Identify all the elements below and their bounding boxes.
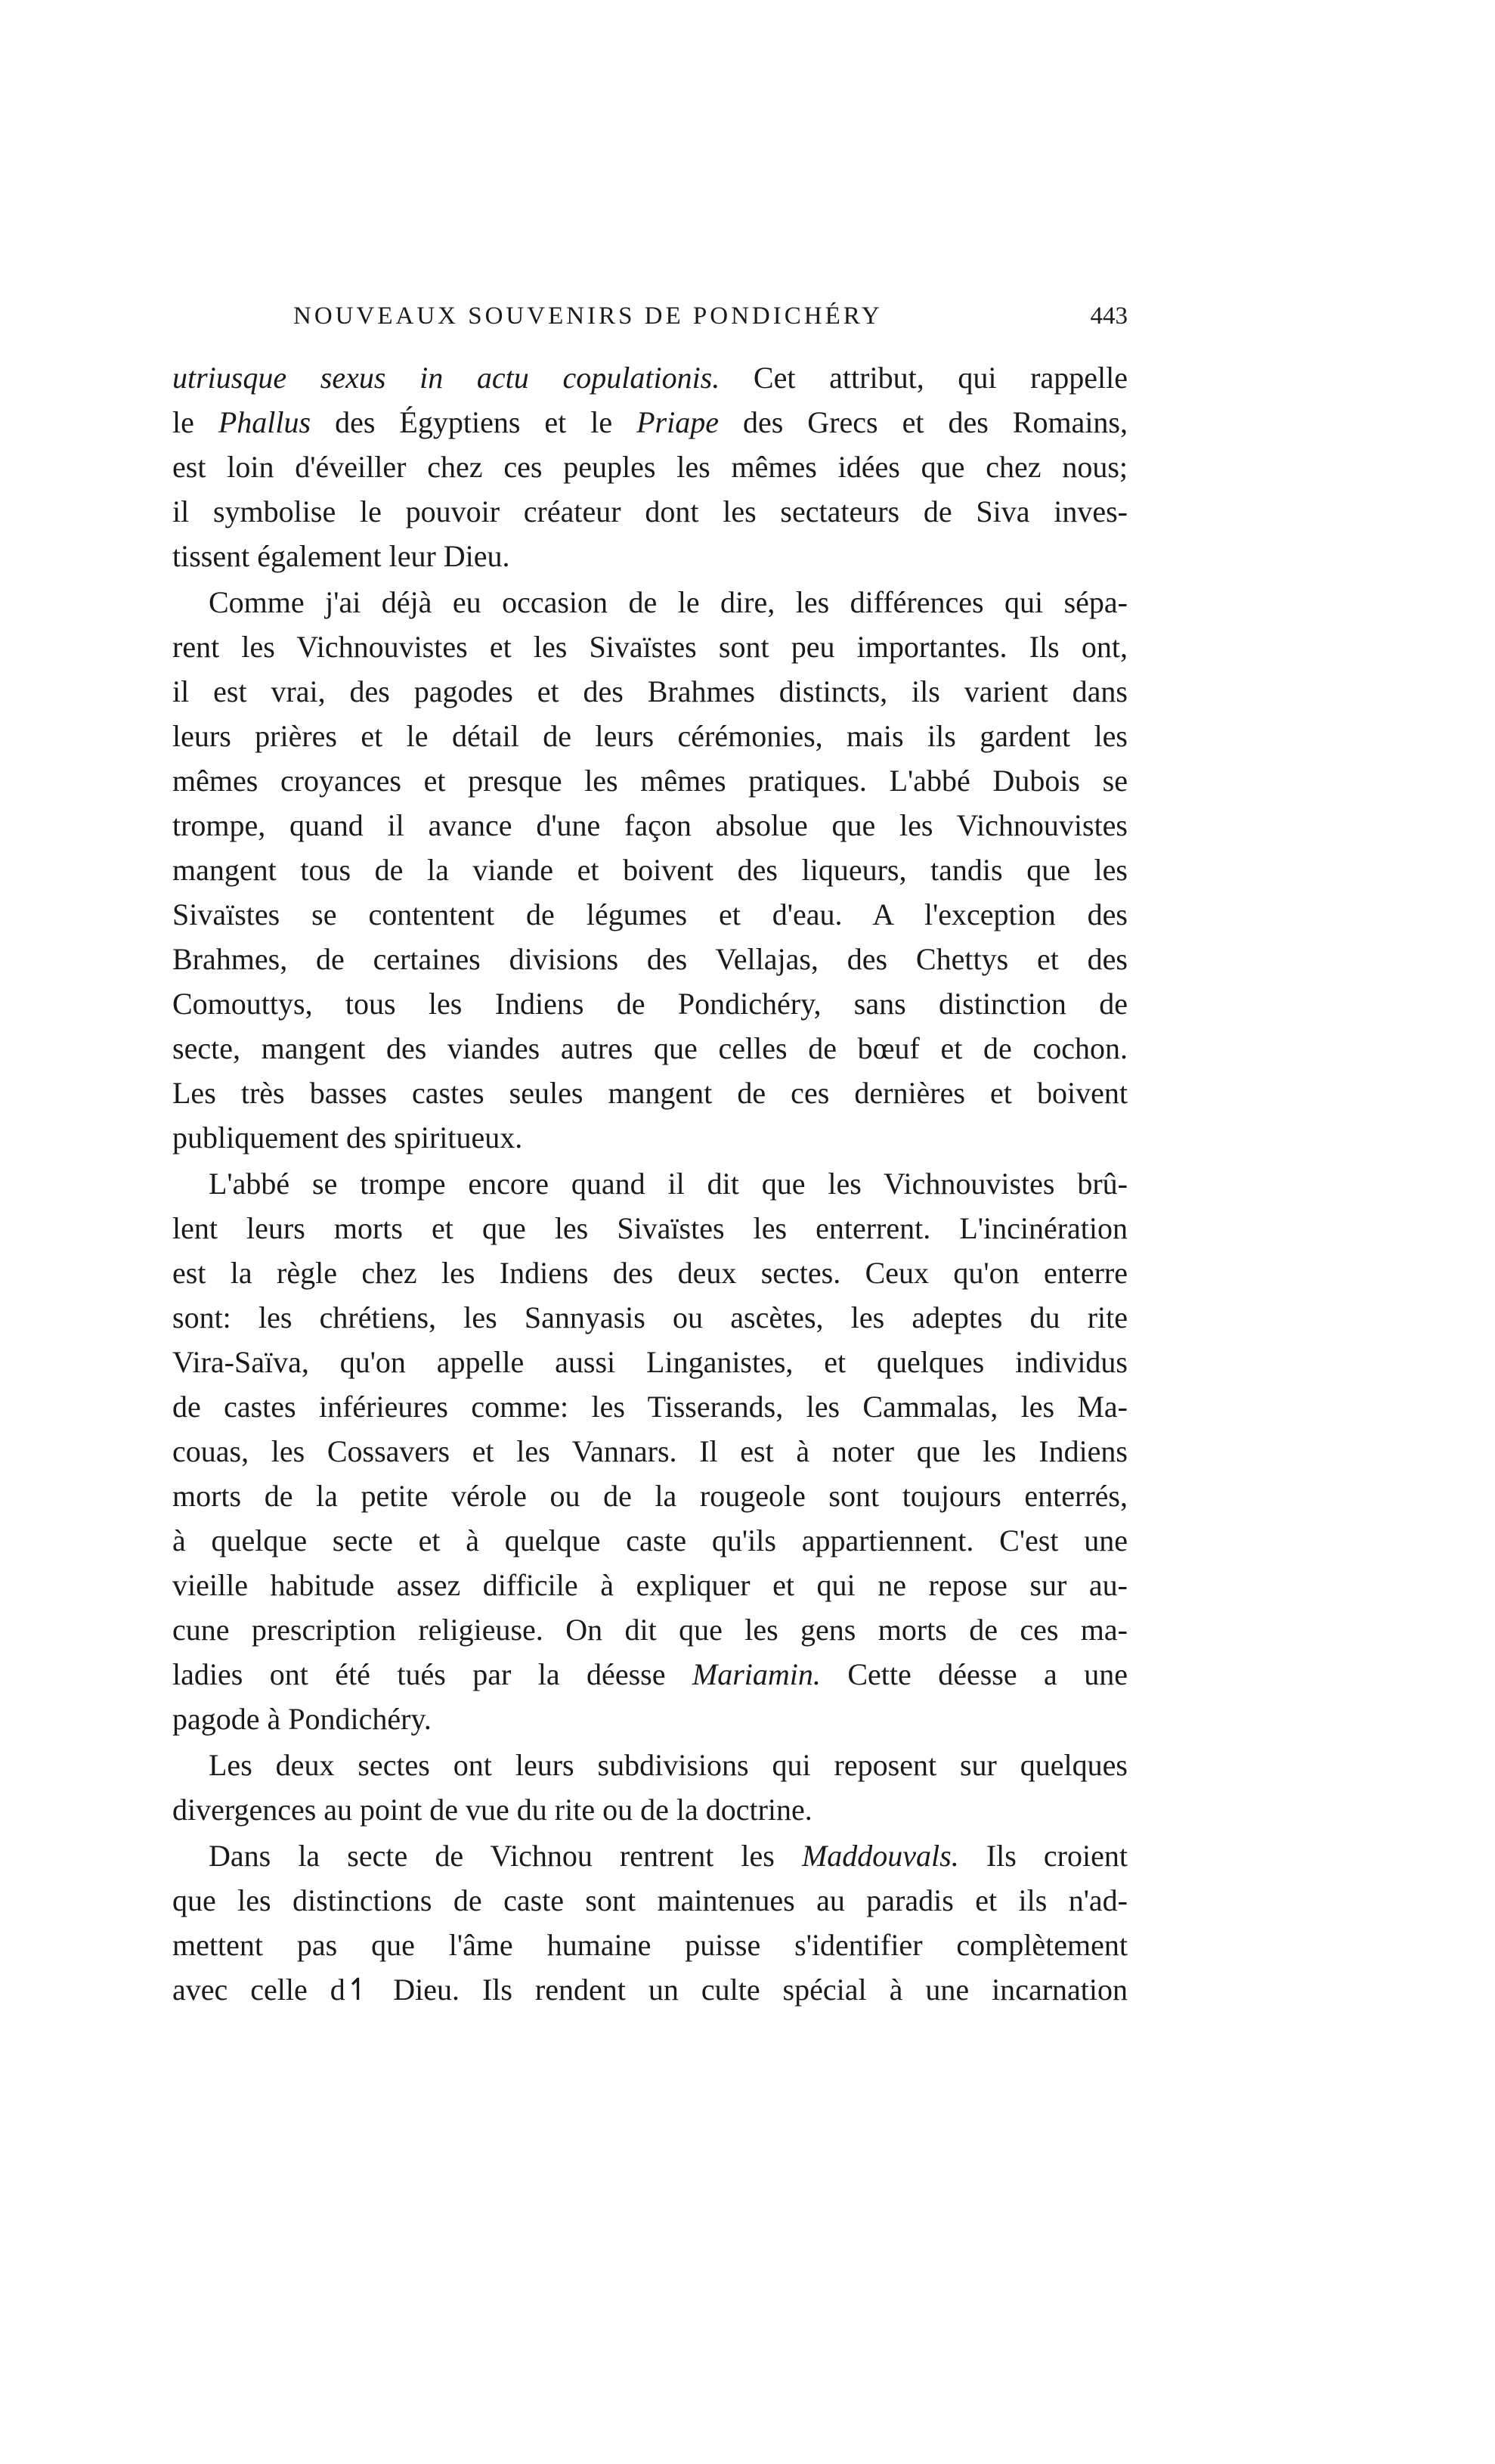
italic-term: Mariamin.: [692, 1657, 821, 1691]
text-line: est loin d'éveiller chez ces peuples les mêmes idées que chez nous;: [172, 450, 1128, 484]
text-line: Comme j'ai déjà eu occasion de le dire, les différences qui sépa-: [209, 585, 1128, 619]
text-line: L'abbé se trompe encore quand il dit que les Vichnouvistes brû-: [209, 1167, 1128, 1201]
text-line: de castes inférieures comme: les Tisserands, les Cammalas, les Ma-: [172, 1390, 1128, 1424]
paragraph-1: [172, 355, 1128, 578]
italic-term: Maddouvals.: [801, 1839, 959, 1873]
paragraph-3: [172, 1161, 1128, 1741]
text-line: Comouttys, tous les Indiens de Pondichéry, sans distinction de: [172, 987, 1128, 1021]
text-line: publiquement des spiritueux.: [172, 1120, 523, 1155]
body-text: [172, 355, 1128, 2012]
text-line: avec celle d↿ Dieu. Ils rendent un culte spécial à une incarnation: [172, 1973, 1128, 2007]
text-line: Brahmes, de certaines divisions des Vellajas, des Chettys et des: [172, 942, 1128, 976]
text-line: rent les Vichnouvistes et les Sivaïstes sont peu importantes. Ils ont,: [172, 630, 1128, 664]
text-line: Dans la secte de Vichnou rentrent les Maddouvals. Ils croient: [209, 1839, 1128, 1873]
text-line: Les très basses castes seules mangent de ces dernières et boivent: [172, 1076, 1128, 1110]
text-line: secte, mangent des viandes autres que celles de bœuf et de cochon.: [172, 1031, 1128, 1065]
page-header: [172, 302, 1128, 339]
text-line: ladies ont été tués par la déesse Mariamin. Cette déesse a une: [172, 1657, 1128, 1691]
running-title: NOUVEAUX SOUVENIRS DE PONDICHÉRY: [293, 302, 883, 330]
text-line: mettent pas que l'âme humaine puisse s'identifier complètement: [172, 1928, 1128, 1962]
text-line: Sivaïstes se contentent de légumes et d'eau. A l'exception des: [172, 897, 1128, 931]
text-line: leurs prières et le détail de leurs cérémonies, mais ils gardent les: [172, 719, 1128, 753]
paragraph-5: [172, 1833, 1128, 2012]
text-line: il est vrai, des pagodes et des Brahmes distincts, ils varient dans: [172, 674, 1128, 708]
text-line: que les distinctions de caste sont maintenues au paradis et ils n'ad-: [172, 1883, 1128, 1917]
text-line: lent leurs morts et que les Sivaïstes les enterrent. L'incinération: [172, 1211, 1128, 1245]
text-line: sont: les chrétiens, les Sannyasis ou ascètes, les adeptes du rite: [172, 1300, 1128, 1334]
text-line: tissent également leur Dieu.: [172, 539, 510, 573]
text-line: trompe, quand il avance d'une façon absolue que les Vichnouvistes: [172, 808, 1128, 842]
text-line: divergences au point de vue du rite ou de la doctrine.: [172, 1793, 812, 1827]
text-line: utriusque sexus in actu copulationis. Cet attribut, qui rappelle: [172, 361, 1128, 395]
italic-term: Phallus: [218, 405, 311, 439]
page-number: 443: [1090, 302, 1128, 330]
text-line: Les deux sectes ont leurs subdivisions qui reposent sur quelques: [209, 1748, 1128, 1782]
text-line: à quelque secte et à quelque caste qu'ils appartiennent. C'est une: [172, 1523, 1128, 1557]
text-line: est la règle chez les Indiens des deux sectes. Ceux qu'on enterre: [172, 1256, 1128, 1290]
text-line: mêmes croyances et presque les mêmes pratiques. L'abbé Dubois se: [172, 764, 1128, 798]
text-line: Vira-Saïva, qu'on appelle aussi Linganistes, et quelques individus: [172, 1345, 1128, 1379]
text-line: il symbolise le pouvoir créateur dont les sectateurs de Siva inves-: [172, 494, 1128, 528]
text-line: vieille habitude assez difficile à expliquer et qui ne repose sur au-: [172, 1568, 1128, 1602]
text-line: pagode à Pondichéry.: [172, 1702, 432, 1736]
text-line: cune prescription religieuse. On dit que les gens morts de ces ma-: [172, 1613, 1128, 1647]
italic-term: Priape: [636, 405, 719, 439]
latin-phrase: utriusque sexus in actu copulationis.: [172, 361, 720, 395]
text-line: morts de la petite vérole ou de la rougeole sont toujours enterrés,: [172, 1479, 1128, 1513]
text-line: mangent tous de la viande et boivent des liqueurs, tandis que les: [172, 853, 1128, 887]
text-line: couas, les Cossavers et les Vannars. Il est à noter que les Indiens: [172, 1434, 1128, 1468]
text-line: le Phallus des Égyptiens et le Priape des Grecs et des Romains,: [172, 405, 1128, 439]
paragraph-2: [172, 580, 1128, 1160]
paragraph-4: [172, 1743, 1128, 1832]
